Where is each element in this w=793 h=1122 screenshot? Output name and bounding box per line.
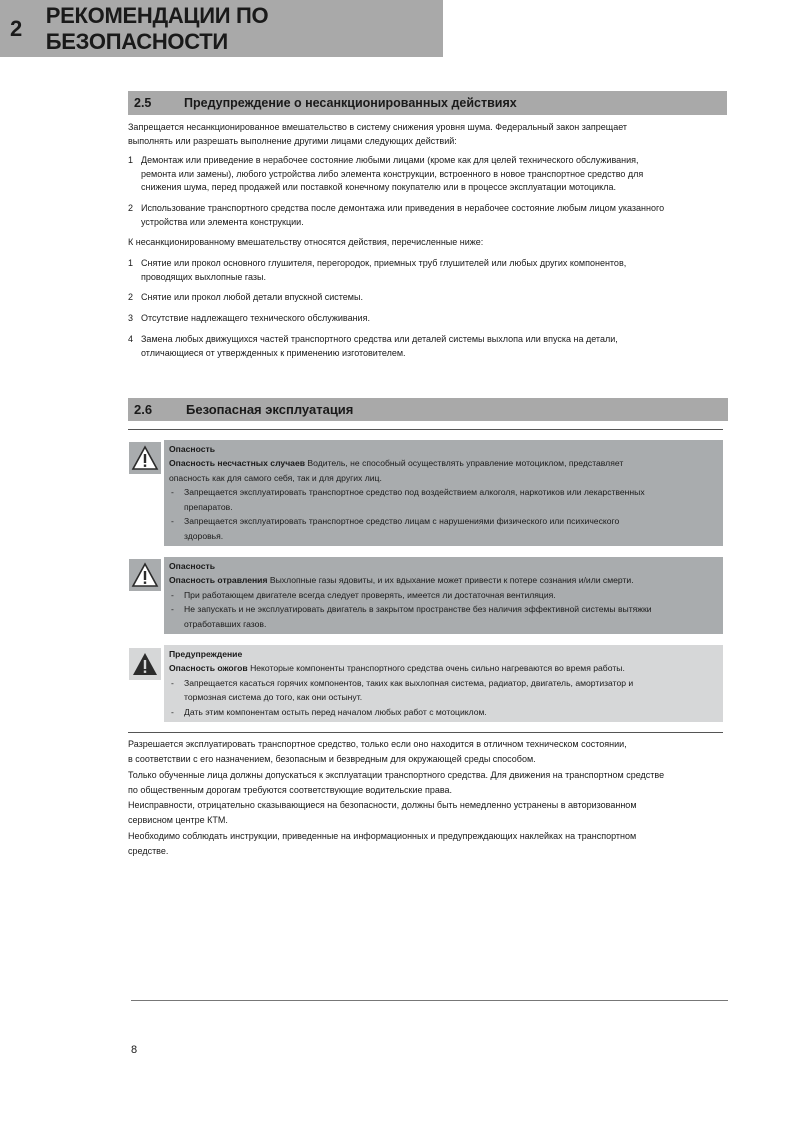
text-line: Разрешается эксплуатировать транспортное средство, только если оно находится в отличном техническом состоянии, [128,739,627,749]
text-line: снижения шума, перед продажей или поставкой конечному покупателю или в процессе эксплуатации мотоцикла. [141,182,616,192]
chapter-number: 2 [10,15,23,41]
list-number: 2 [128,292,134,302]
bullet-item: - Запрещается касаться горячих компонентов, таких как выхлопная система, радиатор, двигатель, амортизатор и тормозная система до того, как они остынут. [169,676,719,705]
warning-label: Опасность [169,561,216,571]
text-line: Некоторые компоненты транспортного средства очень сильно нагреваются во время работы. [247,663,625,673]
list-number: 2 [128,203,134,213]
text-line: Использование транспортного средства после демонтажа или приведения в нерабочее состояние любым лицом указанного [141,203,665,213]
list-item [128,257,728,284]
warning-label: Опасность [169,444,216,454]
footer-divider [131,1000,728,1001]
text-line: Запрещается эксплуатировать транспортное средство лицам с нарушениями физического или психического [184,516,620,527]
chapter-title: РЕКОМЕНДАЦИИ ПО БЕЗОПАСНОСТИ [45,2,269,54]
danger-box-poisoning [164,557,723,634]
section-2-5-intro [128,121,728,148]
text-line: сервисном центре КТМ. [128,815,228,826]
text-line: здоровья. [184,530,224,541]
warning-label: Предупреждение [169,649,243,659]
page-number: 8 [131,1044,138,1056]
list-number: 1 [128,155,134,165]
warning-heading: Опасность отравления [169,575,268,585]
text-line: Дать этим компонентам остыть перед началом любых работ с мотоциклом. [184,706,487,717]
warning-triangle-icon [129,442,161,474]
warning-text [169,661,719,676]
list-number: 3 [128,313,134,323]
text-line: Не запускать и не эксплуатировать двигатель в закрытом пространстве без наличия эффективной системы вытяжки [184,604,652,615]
section-2-6-body [128,737,728,859]
danger-box-accidents [164,440,723,546]
list-item [128,291,728,305]
section-title: Предупреждение о несанкционированных действиях [184,96,517,110]
section-2-6-header [128,398,728,421]
text-line: средстве. [128,846,169,857]
warning-box-burns [164,645,723,722]
text-line: тормозная система до того, как они остынут. [184,692,363,703]
text-line: Неисправности, отрицательно сказывающиеся на безопасности, должны быть немедленно устранены в авторизованном [128,800,637,811]
list-number: 1 [128,258,134,268]
text-line: по общественным дорогам требуются соответствующие водительские права. [128,784,453,795]
list-number: 4 [128,334,134,344]
text-line: опасность как для самого себя, так и для других лиц. [169,472,382,483]
bullet-item: - Не запускать и не эксплуатировать двигатель в закрытом пространстве без наличия эффективной системы вытяжки отработавших газов. [169,602,719,631]
text-line: Только обученные лица должны допускаться к эксплуатации транспортного средства. Для движения на транспортном средстве [128,769,665,780]
text-line: Снятие или прокол любой детали впускной системы. [141,292,363,302]
text-line: выполнять или разрешать выполнение другими лицами следующих действий: [128,135,457,146]
text-line: устройства или элемента конструкции. [141,216,304,227]
text-line: отличающиеся от утвержденных к применению изготовителем. [141,347,406,358]
text-line: проводящих выхлопные газы. [141,271,266,282]
section-2-5-header [128,91,727,115]
text-line: Выхлопные газы ядовиты, и их вдыхание может привести к потере сознания и/или смерти. [267,575,634,585]
text-line: Запрещается несанкционированное вмешательство в систему снижения уровня шума. Федеральный закон запрещает [128,122,628,132]
bullet-item: - Запрещается эксплуатировать транспортное средство лицам с нарушениями физического или психического здоровья. [169,514,719,543]
section-number: 2.5 [134,96,152,110]
list-item [128,202,728,229]
list-item [128,333,728,360]
warning-triangle-icon [129,559,161,591]
bullet-item: - Дать этим компонентам остыть перед началом любых работ с мотоциклом. [169,705,719,720]
text-line: в соответствии с его назначением, безопасным и безвредным для окружающей среды способом. [128,754,536,765]
text-line: Запрещается касаться горячих компонентов, таких как выхлопная система, радиатор, двигатель, амортизатор и [184,677,634,688]
bullet-item: - При работающем двигателе всегда следует проверять, имеется ли достаточная вентиляция. [169,588,719,603]
text-line: Запрещается эксплуатировать транспортное средство под воздействием алкоголя, наркотиков или лекарственных [184,487,645,498]
text-line: Водитель, не способный осуществлять управление мотоциклом, представляет [305,458,624,468]
bullet-item: - Запрещается эксплуатировать транспортное средство под воздействием алкоголя, наркотиков или лекарственных препаратов. [169,485,719,514]
section-number: 2.6 [134,402,153,417]
warning-text [169,573,719,588]
list-item [128,312,728,326]
warning-text [169,456,719,471]
text-line: Отсутствие надлежащего технического обслуживания. [141,313,370,323]
divider [128,732,723,733]
warning-triangle-icon [129,648,161,680]
divider [128,429,723,430]
section-2-5-middle: К несанкционированному вмешательству относятся действия, перечисленные ниже: [128,237,484,247]
text-line: ремонта или замены), любого устройства либо элемента конструкции, встроенного в новое транспортное средство для [141,168,644,179]
text-line: Снятие или прокол основного глушителя, перегородок, приемных труб глушителей или любых других компонентов, [141,258,627,268]
text-line: Демонтаж или приведение в нерабочее состояние любыми лицами (кроме как для целей технического обслуживания, [141,155,639,165]
section-title: Безопасная эксплуатация [186,402,354,417]
list-item [128,154,728,195]
warning-heading: Опасность несчастных случаев [169,458,306,468]
text-line: препаратов. [184,501,233,512]
text-line: Замена любых движущихся частей транспортного средства или деталей системы выхлопа или впуска на детали, [141,334,618,344]
chapter-header [0,0,443,57]
warning-heading: Опасность ожогов [169,663,248,673]
text-line: отработавших газов. [184,618,267,629]
text-line: При работающем двигателе всегда следует проверять, имеется ли достаточная вентиляция. [184,589,556,600]
text-line: Необходимо соблюдать инструкции, приведенные на информационных и предупреждающих наклейках на транспортном [128,830,637,841]
